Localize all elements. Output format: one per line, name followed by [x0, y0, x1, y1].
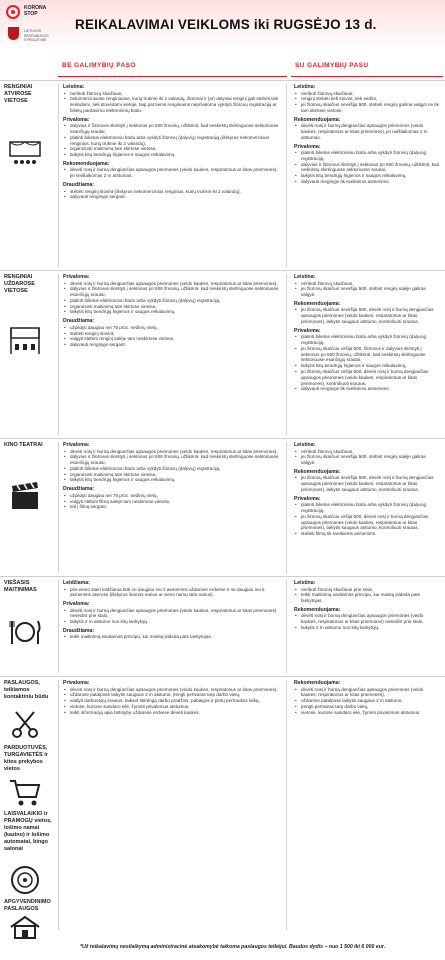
list-item: • prie vieno stalo leidžiama būti ne daugiau nei 2 asmenims uždarose erdvėse ir ne daugiau nei 5 asmenims atvirose (išskyrus šeimos narius ar vieno namų ūkio narius).	[63, 587, 282, 599]
row-label: RENGINIAI UŽDAROSE VIETOSE	[4, 274, 35, 294]
list-item: • dėvėti nosį ir burną dengiančias apsaugos priemones (veido kaukes, respiratorius ar kitas priemones), jei neišlaikomas 2 m atstumas.	[294, 123, 440, 140]
list-item: • uždarose patalpose laikytis saugaus 2 m atstumo,	[294, 698, 440, 704]
list-item: • laikytis 2 m atstumo nuo kitų lankytojų.	[294, 625, 440, 631]
section-heading: Leistina:	[294, 442, 316, 448]
list-item: • neriboti žiūrovų skaičiaus,	[63, 91, 282, 97]
requirements-without-pass	[58, 84, 287, 267]
list-item: • uždarose patalpose laikytis saugaus 2 m atstumo, įrengti pertvaras tarp darbo vietų,	[63, 692, 282, 698]
section-heading: Draudžiama:	[63, 182, 95, 189]
requirement-list	[294, 587, 440, 604]
column-heading-without-pass: BE GALIMYBIŲ PASO	[62, 62, 136, 69]
row-label-leisure: LAISVALAIKIO ir PRAMOGŲ vietos, lošimo namai (kazino) ir lošimo automatai, bingo salonai	[4, 811, 52, 852]
list-item: • dėvėti nosį ir burną dengiančias apsaugos priemones (veido kaukes, respiratorius ar kitas priemones), jei neišlaikomas 2 m atstumas.	[63, 167, 282, 179]
list-item: • organizuoti maitinimą tam skirtose vietose,	[63, 472, 282, 478]
requirement-list	[294, 307, 440, 324]
requirements-with-pass	[291, 274, 443, 392]
list-item: • neriboti žiūrovų skaičiaus,	[294, 91, 440, 97]
list-item: • vietose, kuriose susidaro eilė, žymėti privalomus atstumus.	[294, 710, 440, 716]
section-heading: Privaloma:	[63, 680, 90, 686]
row-indoor-events	[0, 270, 445, 438]
list-item: • jei žiūrovų skaičius viršija 500, dėvėti nosį ir burną dengiančias apsaugos priemones (veido kaukes, respiratorius ar kitas priemones), kontroliuoti srautus,	[294, 369, 440, 386]
list-item: • teikti informaciją apie būtinybę uždarose erdvėse dėvėti kaukes.	[63, 710, 282, 716]
section-heading: Privaloma:	[63, 442, 90, 448]
requirement-list	[63, 687, 282, 716]
section-heading: Rekomenduojama:	[294, 680, 341, 686]
row-services-shops-leisure	[0, 676, 445, 940]
requirement-list	[294, 123, 440, 140]
section-heading: Leistina:	[294, 580, 316, 586]
list-item: • stebėti filmą tik sveikiems asmenims.	[294, 531, 440, 537]
section-heading: Leidžiama:	[63, 580, 90, 586]
requirements-with-pass	[291, 680, 443, 715]
list-item: • dalyvius ir žiūrovus skirstyti į sektorius po 500 žmonių, užtikrinti, kad neskirstų skirtinguose sektoriuose esančiųjų srautai,	[63, 286, 282, 298]
requirement-list	[63, 123, 282, 158]
list-item: • vietose, kuriose susidaro eilė, žymėti privalomus atstumus,	[63, 704, 282, 710]
fork-plate-knife-icon	[8, 617, 42, 647]
list-item: • stebėti renginį stovint (išskyrus nekomercinius renginius, kurių trukmė iki 2 valandų),	[63, 189, 282, 195]
list-item: • dalyvauti renginyje tik sveikiems asmenims.	[294, 179, 440, 185]
house-icon	[8, 915, 42, 939]
requirement-list	[63, 167, 282, 179]
section-heading: Privaloma:	[294, 327, 321, 334]
row-label-shops: PARDUOTUVĖS, TURGAVIETĖS ir kitos prekybos vietos	[4, 745, 48, 772]
shopping-cart-icon	[8, 777, 42, 807]
requirement-list	[294, 281, 440, 298]
korona-stop-icon	[6, 5, 20, 19]
list-item: • platinti bilietus elektroniniu būdu arba vykdyti žiūrovų (dalyvių) registraciją,	[63, 466, 282, 472]
requirement-list	[294, 449, 440, 466]
section-heading: Draudžiama:	[63, 486, 95, 493]
scissors-comb-icon	[8, 709, 42, 739]
government-text: LIETUVOS RESPUBLIKOS VYRIAUSYBĖ	[24, 29, 49, 42]
list-item: • užpildyti daugiau nei 75 proc. sėdimų vietų,	[63, 325, 282, 331]
section-heading: Rekomenduojama:	[294, 606, 341, 613]
logo	[6, 5, 64, 47]
clapperboard-icon	[8, 481, 42, 511]
list-item: • valdyti darbuotojų srautus, taikant skirtingą darbo pradžios, pabaigos ir pietų pertraukos laiką,	[63, 698, 282, 704]
requirement-list	[294, 334, 440, 392]
header	[0, 0, 445, 50]
list-item: • platinti bilietus elektroniniu būdu arba vykdyti žiūrovų (dalyvių) registraciją,	[63, 298, 282, 304]
requirements-without-pass	[58, 442, 287, 573]
list-item: • dėvėti nosį ir burną dengiančias apsaugos priemones (veido kaukes, respiratorius ar kitas priemones),	[294, 687, 440, 699]
column-underline-without	[58, 76, 287, 77]
requirement-list	[63, 325, 282, 348]
section-heading: Privaloma:	[294, 495, 321, 502]
section-heading: Privaloma:	[294, 143, 321, 150]
requirements-without-pass	[58, 580, 287, 673]
row-label: KINO TEATRAI	[4, 442, 43, 448]
section-heading: Draudžiama:	[63, 318, 95, 325]
list-item: • jei žiūrovų skaičius neviršija 500, dėvėti nosį ir burną dengiančias apsaugos priemones (veido kaukes, respiratorius ar kitas priemones), laikytis saugaus atstumo, kontroliuoti srautus.	[294, 307, 440, 324]
list-item: • valgyti stebint renginį salėje tam neskirtose vietose,	[63, 336, 282, 342]
list-item: • įrengti pertvaras tarp darbo vietų,	[294, 704, 440, 710]
list-item: • dalyvauti renginyje tik sveikiems asmenims.	[294, 386, 440, 392]
list-item: • užpildyti daugiau nei 75 proc. sėdimų vietų,	[63, 493, 282, 499]
list-item: • dalyvius ir žiūrovus skirstyti į sektorius po 500 žmonių, užtikrinti, kad neskirstų skirtinguose sektoriuose srautai,	[294, 162, 440, 174]
list-item: • platinti bilietus elektroniniu būdu arba vykdyti žiūrovų (dalyvių) registraciją,	[294, 502, 440, 514]
section-heading: Privaloma:	[63, 116, 90, 123]
list-item: • jei žiūrovų skaičius neviršija 500, dėvėti nosį ir burną dengiančias apsaugos priemones (veido kaukes, respiratorius ar kitas priemones), laikytis saugaus atstumo, kontroliuoti srautus.	[294, 475, 440, 492]
list-item: • dalyvius ir žiūrovus skirstyti į sektorius po 500 žmonių, užtikrinti, kad neskirstų skirtinguose sektoriuose esančiųjų srautai,	[63, 454, 282, 466]
requirement-list	[63, 281, 282, 316]
list-item: • laikytis kitų bendrųjų higienos ir saugos reikalavimų.	[63, 152, 282, 158]
footer-note: *Už reikalavimų nesilaikymą administracinė atsakomybė taikoma paslaugos teikėjui. Baudos dydis – nuo 1 500 iki 6 000 eur.	[80, 944, 386, 950]
list-item: • laikytis kitų bendrųjų higienos ir saugos reikalavimų,	[294, 173, 440, 179]
list-item: • laikytis 2 m atstumo nuo kitų lankytojų.	[63, 619, 282, 625]
row-cinemas	[0, 438, 445, 576]
list-item: • platinti bilietus elektroniniu būdu arba vykdyti žiūrovų (dalyvių) registraciją (išskyrus nekomercinius renginius, kurių trukmė iki 2 valandų),	[63, 135, 282, 147]
section-heading: Privaloma:	[63, 274, 90, 280]
list-item: • jei žiūrovų skaičius viršija 500, dėvėti nosį ir burną dengiančias apsaugos priemones (veido kaukes, respiratorius ar kitas priemones), laikytis saugaus atstumo, kontroliuoti srautus,	[294, 514, 440, 531]
requirement-list	[294, 613, 440, 630]
list-item: • dėvėti nosį ir burną dengiančias apsaugos priemones (veido kaukes, respiratorius ar kitas priemones) nesėdint prie stalo,	[294, 613, 440, 625]
list-item: • platinti bilietus elektroniniu būdu arba vykdyti žiūrovų (dalyvių) registraciją,	[294, 150, 440, 162]
section-heading: Rekomenduojama:	[294, 300, 341, 307]
list-item: • neriboti žiūrovų skaičiaus,	[294, 449, 440, 455]
list-item: • stebėti renginį stovint,	[63, 331, 282, 337]
lithuania-crest-icon	[8, 27, 19, 40]
outdoor-stage-icon	[8, 138, 42, 168]
requirement-list	[63, 587, 282, 599]
logo-text: KORONA STOP	[24, 5, 47, 17]
requirement-list	[294, 502, 440, 537]
requirements-with-pass	[291, 84, 443, 185]
list-item: • laikytis kitų bendrųjų higienos ir saugos reikalavimų.	[63, 309, 282, 315]
requirements-without-pass	[58, 274, 287, 435]
list-item: • neriboti žiūrovų skaičiaus,	[294, 281, 440, 287]
list-item: • platinti bilietus elektroniniu būdu arba vykdyti žiūrovų (dalyvių) registraciją,	[294, 334, 440, 346]
list-item: • jei žiūrovų skaičius neviršija 500, stebint renginį salėje galima valgyti.	[294, 286, 440, 298]
requirement-list	[63, 634, 282, 640]
theater-seats-icon	[8, 326, 42, 356]
section-heading: Rekomenduojama:	[63, 160, 110, 167]
list-item: • jei žiūrovų skaičius viršija 500, žiūrovus ir dalyvius skirstyti į sektorius po 500 žmonių, užtikrinti, kad neskirstų skirtinguose sektoriuose esančiųjų srautai,	[294, 346, 440, 363]
requirement-list	[294, 475, 440, 492]
requirement-list	[63, 449, 282, 484]
roulette-icon	[8, 865, 42, 895]
list-item: • laikytis kitų bendrųjų higienos ir saugos reikalavimų,	[294, 363, 440, 369]
list-item: • valgyti stebint filmą salėje tam neskirtose vietose,	[63, 499, 282, 505]
row-catering	[0, 576, 445, 676]
requirement-list	[63, 91, 282, 114]
requirement-list	[63, 608, 282, 625]
list-item: • dalyvauti renginyje sergant.	[63, 194, 282, 200]
requirements-with-pass	[291, 580, 443, 631]
list-item: • dalyvius ir žiūrovus skirstyti į sektorius po 500 žmonių, užtikrinti, kad neskirstų skirtinguose sektoriuose esančiųjų srautai,	[63, 123, 282, 135]
row-label: VIEŠASIS MAITINIMAS	[4, 580, 37, 593]
requirement-list	[294, 150, 440, 185]
section-heading: Leistina:	[294, 84, 316, 90]
list-item: • organizuoti maitinimą tam skirtose vietose,	[63, 146, 282, 152]
page-title: REIKALAVIMAI VEIKLOMS iki RUGSĖJO 13 d.	[75, 17, 377, 32]
requirement-list	[63, 189, 282, 201]
section-heading: Leistina:	[63, 84, 85, 90]
section-heading: Leistina:	[294, 274, 316, 280]
column-heading-with-pass: SU GALIMYBIŲ PASU	[295, 62, 369, 69]
row-label-accommodation: APGYVENDINIMO PASLAUGOS	[4, 899, 51, 912]
list-item: • dėvėti nosį ir burną dengiančias apsaugos priemones (veido kaukes, respiratorius ar kitas priemones),	[63, 281, 282, 287]
requirement-list	[63, 493, 282, 510]
row-outdoor-events	[0, 80, 445, 270]
list-item: • eiti į filmą sergant.	[63, 504, 282, 510]
list-item: • neriboti žmonių skaičiaus prie stalo,	[294, 587, 440, 593]
list-item: • renginį stebėti tiek stovint, tiek sėdint,	[294, 96, 440, 102]
section-heading: Rekomenduojama:	[294, 116, 341, 123]
list-item: • nekomerciniuose renginiuose, kurių trukmė iki 2 valandų, žiūrovai ir (ar) dalyviai renginį gali stebėti tiek sėdėdami, tiek stovėdami vietoje, taip pat tiems renginiams neprivaloma vykdyti žiūrovų registraciją ar bilietų pardavimo elektroninių būdu.	[63, 96, 282, 113]
row-label: RENGINIAI ATVIROSE VIETOSE	[4, 84, 33, 104]
row-label-services: PASLAUGOS, teikiamos kontaktiniu būdu	[4, 680, 49, 700]
requirement-list	[294, 687, 440, 716]
section-heading: Privaloma:	[63, 601, 90, 608]
requirements-with-pass	[291, 442, 443, 537]
list-item: • jei žiūrovų skaičius neviršija 500, stebint renginį salėje galima valgyti.	[294, 454, 440, 466]
list-item: • dėvėti nosį ir burną dengiančias apsaugos priemones (veido kaukes, respiratorius ar kitas priemones) nesėdint prie stalo,	[63, 608, 282, 620]
requirement-list	[294, 91, 440, 114]
list-item: • dalyvauti renginyje sergant.	[63, 342, 282, 348]
list-item: • teikti maitinimą savitarnos principu, kai maistą įsideda pats lankytojas.	[63, 634, 282, 640]
list-item: • teikti maitinimą savitarnos principu, kai maistą įsideda pats lankytojas.	[294, 592, 440, 604]
list-item: • organizuoti maitinimą tam skirtose vietose,	[63, 304, 282, 310]
list-item: • dėvėti nosį ir burną dengiančias apsaugos priemones (veido kaukes, respiratorius ar kitas priemones),	[63, 687, 282, 693]
section-heading: Rekomenduojama:	[294, 468, 341, 475]
requirements-without-pass	[58, 680, 287, 930]
section-heading: Draudžiama:	[63, 627, 95, 634]
list-item: • dėvėti nosį ir burną dengiančias apsaugos priemones (veido kaukes, respiratorius ar kitas priemones),	[63, 449, 282, 455]
column-underline-with	[291, 76, 443, 77]
list-item: • laikytis kitų bendrųjų higienos ir saugos reikalavimų.	[63, 477, 282, 483]
list-item: • jei žiūrovų skaičius neviršija 500, stebėti renginį galima valgyti ne tik tam skirtose vietose.	[294, 102, 440, 114]
